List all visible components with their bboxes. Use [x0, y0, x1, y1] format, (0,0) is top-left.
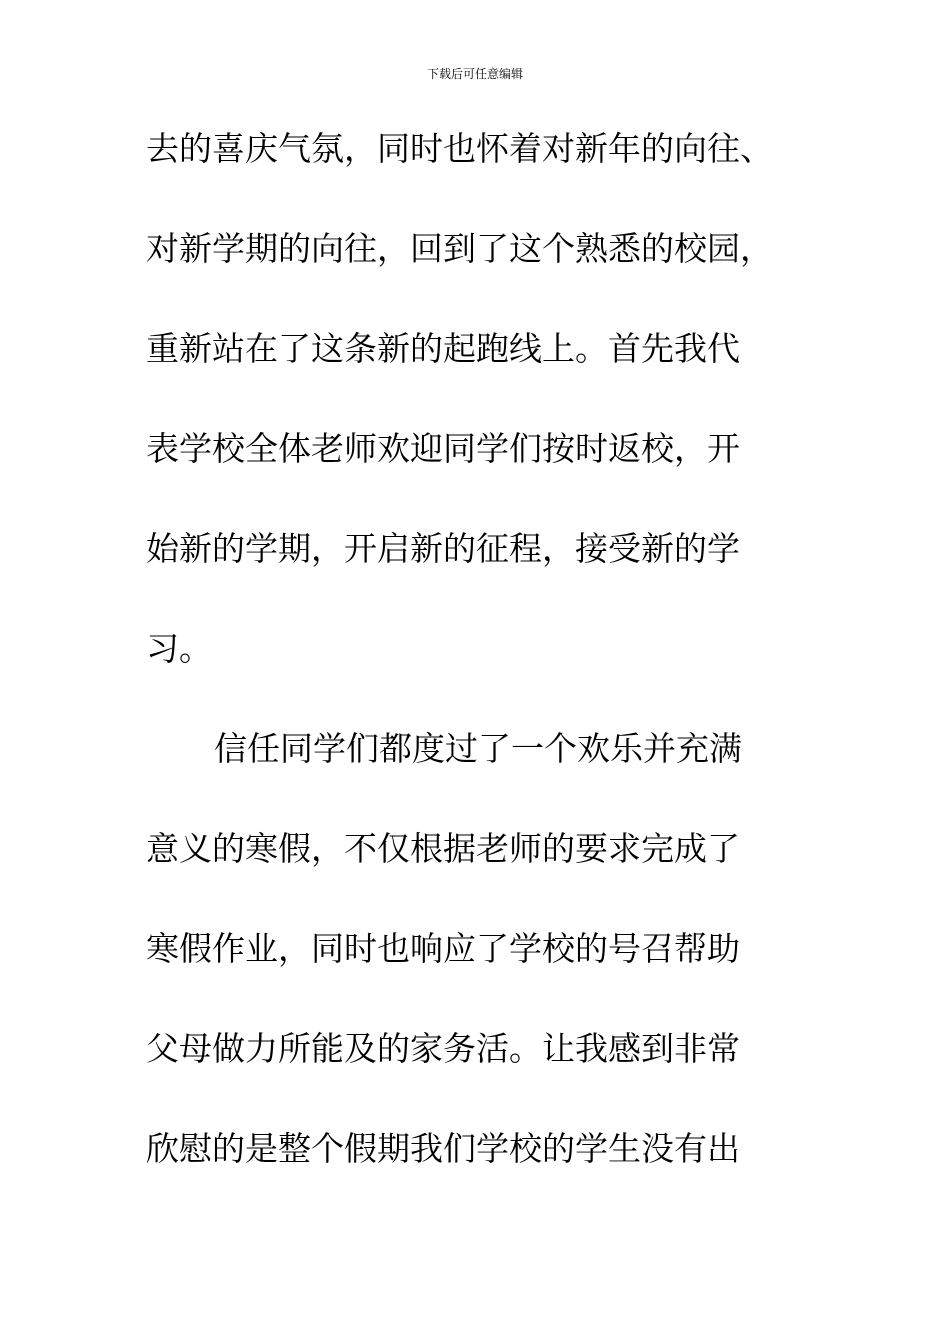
text-line-5: 始新的学期，开启新的征程，接受新的学: [146, 529, 740, 568]
document-body: [146, 124, 806, 1224]
page-header: 下载后可任意编辑: [426, 67, 523, 81]
text-line-10: 父母做力所能及的家务活。让我感到非常: [146, 1029, 740, 1068]
text-line-11: 欣慰的是整个假期我们学校的学生没有出: [146, 1129, 740, 1168]
text-line-6: 习。: [146, 629, 212, 668]
text-line-4: 表学校全体老师欢迎同学们按时返校，开: [146, 429, 740, 468]
text-line-9: 寒假作业，同时也响应了学校的号召帮助: [146, 929, 740, 968]
text-line-8: 意义的寒假，不仅根据老师的要求完成了: [146, 829, 740, 868]
text-line-3: 重新站在了这条新的起跑线上。首先我代: [146, 329, 740, 368]
text-line-2: 对新学期的向往，回到了这个熟悉的校园，: [146, 229, 773, 268]
text-line-1: 去的喜庆气氛，同时也怀着对新年的向往、: [146, 129, 773, 168]
paragraph-start-line: 信任同学们都度过了一个欢乐并充满: [214, 729, 742, 768]
